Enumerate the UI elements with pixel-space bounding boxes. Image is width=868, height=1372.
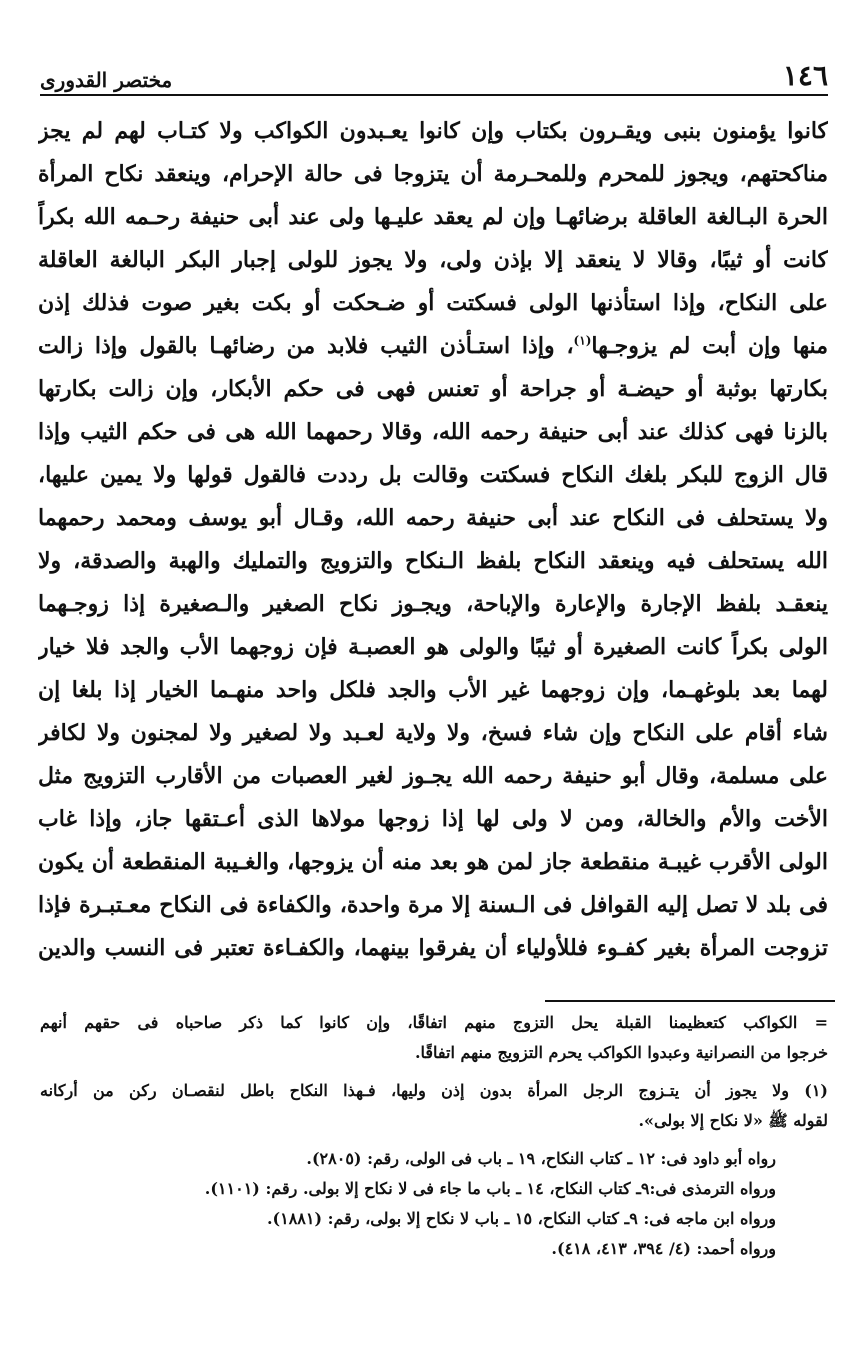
footnote-ref: (١) <box>573 333 592 348</box>
text-line: الحرة البـالغة العاقلة برضائهـا وإن لم يعقد عليـها ولى عند أبى حنيفة رحـمه الله بكراً <box>38 204 828 230</box>
hadith-reference: ورواه أحمد: (٤/ ٣٩٤، ٤١٣، ٤١٨). <box>551 1239 776 1258</box>
text-line: قال الزوج للبكر بلغك النكاح فسكتت وقالت بل رددت فالقول قولها ولا يمين عليها، <box>38 462 828 488</box>
text-line: ولا يستحلف فى النكاح عند أبى حنيفة رحمه الله، وقـال أبو يوسف ومحمد رحمهما <box>38 505 828 531</box>
hadith-reference: ورواه الترمذى فى:٩ـ كتاب النكاح، ١٤ ـ باب ما جاء فى لا نكاح إلا بولى. رقم: (١١٠١). <box>204 1179 776 1198</box>
running-title: مختصر القدورى <box>40 68 173 92</box>
footnote-continuation-line: خرجوا من النصرانية وعبدوا الكواكب يحرم التزويج منهم اتفاقًا. <box>414 1043 828 1062</box>
text-line: كانوا يؤمنون بنبى ويقـرون بكتاب وإن كانوا يعـبدون الكواكب ولا كتـاب لهم لم يجز <box>38 118 828 144</box>
text-line: الله يستحلف فيه وينعقد النكاح بلفظ الـنكاح والتزويج والتمليك والهبة والصدقة، ولا <box>38 548 828 574</box>
hadith-reference: ورواه ابن ماجه فى: ٩ـ كتاب النكاح، ١٥ ـ باب لا نكاح إلا بولى، رقم: (١٨٨١). <box>266 1209 776 1228</box>
hadith-reference: رواه أبو داود فى: ١٢ ـ كتاب النكاح، ١٩ ـ باب فى الولى، رقم: (٢٨٠٥). <box>306 1149 776 1168</box>
text-line: فى بلد لا تصل إليه القوافل فى الـسنة إلا مرة واحدة، والكفاءة فى النكاح معـتبـرة فإذا <box>38 892 828 918</box>
text-line: شاء أقام على النكاح وإن شاء فسخ، ولا ولاية لعـبد ولا لصغير ولا لمجنون ولا لكافر <box>38 720 828 746</box>
text-line: على النكاح، وإذا استأذنها الولى فسكتت أو ضـحكت أو بكت بغير صوت فذلك إذن <box>38 290 828 316</box>
text-line: الأخت والأم والخالة، ومن لا ولى لها إذا زوجها مولاها الذى أعـتقها جاز، وإذا غاب <box>38 806 828 832</box>
footnote-1-line: (١) ولا يجوز أن يتـزوج الرجل المرأة بدون إذن وليها، فـهذا النكاح باطل لنقصـان ركن من أركانه <box>40 1081 828 1100</box>
footnote-continuation-line: = الكواكب كتعظيمنا القبلة يحل التزوج منهم اتفاقًا، وإن كانوا كما ذكر صاحباه فى حقهم أنهم <box>40 1013 828 1032</box>
text-line: بكارتها بوثبة أو حيضـة أو جراحة أو تعنس فهى فى حكم الأبكار، وإن زالت بكارتها <box>38 376 828 402</box>
page-header <box>40 52 828 96</box>
page-number: ١٤٦ <box>782 59 828 92</box>
footnote-1-line: لقوله ﷺ «لا نكاح إلا بولى». <box>638 1111 828 1130</box>
text-line: الولى بكراً كانت الصغيرة أو ثيبًا والولى هو العصبـة فإن زوجهما الأب والجد فلا خيار <box>38 634 828 660</box>
text-line: مناكحتهم، ويجوز للمحرم وللمحـرمة أن يتزوجا فى حالة الإحرام، وينعقد نكاح المرأة <box>38 161 828 187</box>
text-line: بالزنا فهى كذلك عند أبى حنيفة رحمه الله، وقالا رحمهما الله هى فى حكم الثيب وإذا <box>38 419 828 445</box>
text-line: لهما بعد بلوغهـما، وإن زوجهما غير الأب والجد فلكل واحد منهـما الخيار إذا بلغا إن <box>38 677 828 703</box>
text-line-part: منها وإن أبت لم يزوجـها$^{(١)}$، وإذا استـأذن الثيب فلابد من رضائهـا بالقول وإذا زالت <box>38 333 828 359</box>
footnotes <box>40 1008 828 1264</box>
footnote-divider <box>545 1000 835 1002</box>
text-line <box>38 325 828 368</box>
text-line: كانت أو ثيبًا، وقالا لا ينعقد إلا بإذن ولى، ولا يجوز للولى إجبار البكر البالغة العاقلة <box>38 247 828 273</box>
text-line: ينعقـد بلفظ الإجارة والإعارة والإباحة، ويجـوز نكاح الصغير والـصغيرة إذا زوجـهما <box>38 591 828 617</box>
main-text <box>38 110 828 970</box>
text-line: تزوجت المرأة بغير كفـوء فللأولياء أن يفرقوا بينهما، والكفـاءة تعتبر فى النسب والدين <box>38 935 828 961</box>
text-line: الولى الأقرب غيبـة منقطعة جاز لمن هو بعد منه أن يزوجها، والغـيبة المنقطعة أن يكون <box>38 849 828 875</box>
text-line: على مسلمة، وقال أبو حنيفة رحمه الله يجـوز لغير العصبات من الأقارب التزويج مثل <box>38 763 828 789</box>
